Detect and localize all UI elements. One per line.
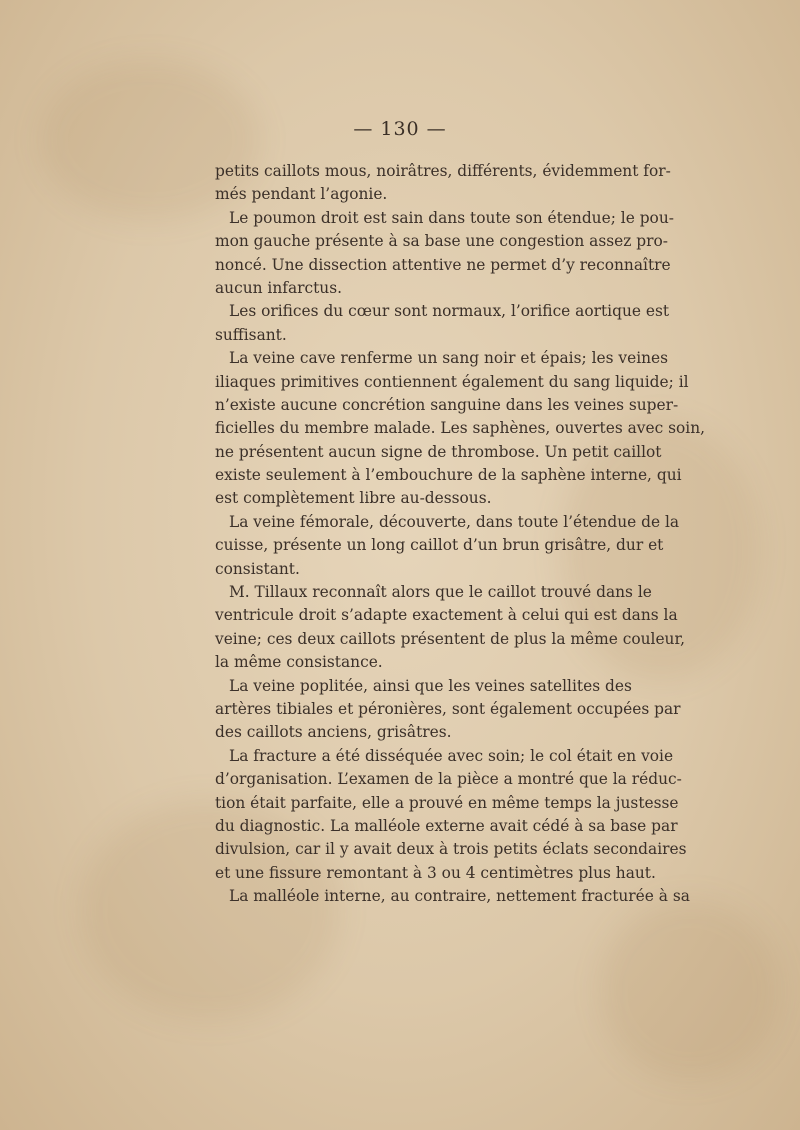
text-line: La veine fémorale, découverte, dans toute l’étendue de la: [229, 512, 680, 531]
text-line: divulsion, car il y avait deux à trois petits éclats secondaires: [215, 840, 687, 859]
text-line: la même consistance.: [215, 653, 383, 672]
text-line: La veine cave renferme un sang noir et épais; les veines: [229, 349, 669, 368]
text-line: est complètement libre au-dessous.: [215, 489, 492, 508]
text-line: petits caillots mous, noirâtres, différents, évidemment for-: [215, 162, 671, 180]
text-line: ficielles du membre malade. Les saphènes, ouvertes avec soin,: [215, 419, 706, 438]
text-line: du diagnostic. La malléole externe avait cédé à sa base par: [215, 816, 678, 835]
text-line: La malléole interne, au contraire, nettement fracturée à sa: [229, 887, 690, 906]
text-line: ventricule droit s’adapte exactement à celui qui est dans la: [215, 606, 678, 625]
text-line: artères tibiales et péronières, sont également occupées par: [215, 699, 681, 718]
text-line: més pendant l’agonie.: [215, 185, 388, 204]
text-line: iliaques primitives contiennent également du sang liquide; il: [215, 372, 689, 391]
text-line: La fracture a été disséquée avec soin; le col était en voie: [229, 746, 674, 765]
text-line: veine; ces deux caillots présentent de plus la même couleur,: [215, 629, 686, 648]
text-line: et une fissure remontant à 3 ou 4 centimètres plus haut.: [215, 863, 656, 882]
text-line: noncé. Une dissection attentive ne permet d’y reconnaître: [215, 255, 671, 274]
text-line: n’existe aucune concrétion sanguine dans les veines super-: [215, 395, 679, 414]
text-line: La veine poplitée, ainsi que les veines satellites des: [229, 676, 632, 695]
text-line: cuisse, présente un long caillot d’un brun grisâtre, dur et: [215, 536, 664, 555]
page-number: — 130 —: [353, 118, 447, 140]
text-line: M. Tillaux reconnaît alors que le caillot trouvé dans le: [229, 583, 652, 602]
text-line: suffisant.: [215, 325, 287, 344]
text-line: tion était parfaite, elle a prouvé en même temps la justesse: [215, 793, 679, 812]
text-line: aucun infarctus.: [215, 278, 342, 297]
text-line: consistant.: [215, 559, 300, 578]
text-line: Les orifices du cœur sont normaux, l’orifice aortique est: [229, 302, 670, 321]
text-line: ne présentent aucun signe de thrombose. Un petit caillot: [215, 442, 662, 461]
text-line: des caillots anciens, grisâtres.: [215, 723, 452, 742]
text-line: d’organisation. L’examen de la pièce a montré que la réduc-: [215, 770, 682, 789]
body-text: [215, 160, 706, 909]
text-line: mon gauche présente à sa base une congestion assez pro-: [215, 232, 668, 251]
text-line: existe seulement à l’embouchure de la saphène interne, qui: [215, 466, 682, 485]
text-line: Le poumon droit est sain dans toute son étendue; le pou-: [229, 208, 674, 227]
